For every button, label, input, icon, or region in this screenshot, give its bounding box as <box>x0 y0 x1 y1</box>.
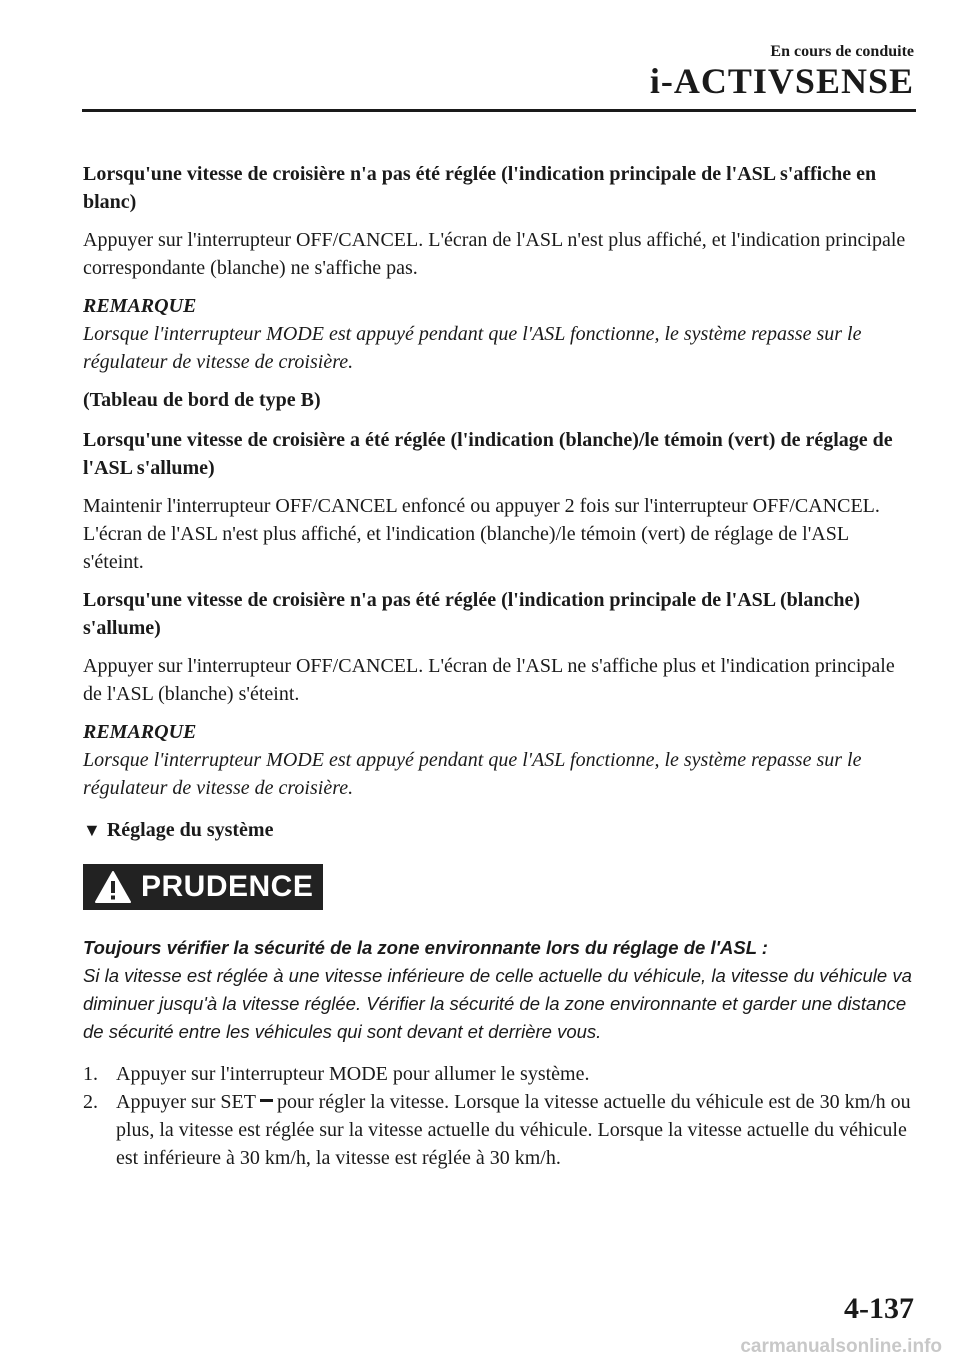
heading-dashboard-type-b: (Tableau de bord de type B) <box>83 389 321 411</box>
heading-speed-set: Lorsqu'une vitesse de croisière a été réglée (l'indication (blanche)/le témoin (vert) de réglage de l'ASL s'allume) <box>83 429 893 479</box>
step-text-before: Appuyer sur SET <box>116 1091 256 1113</box>
remark-text-1: Lorsque l'interrupteur MODE est appuyé pendant que l'ASL fonctionne, le système repasse sur le régulateur de vitesse de croisière. <box>83 323 862 373</box>
triangle-marker-icon: ▼ <box>83 820 101 840</box>
paragraph-off-cancel-1: Appuyer sur l'interrupteur OFF/CANCEL. L'écran de l'ASL n'est plus affiché, et l'indication principale correspondante (blanche) ne s'affiche pas. <box>83 229 906 279</box>
section-title: Réglage du système <box>106 819 274 841</box>
steps-list <box>83 1060 913 1172</box>
page-number: 4-137 <box>844 1292 914 1325</box>
remark-title-1: REMARQUE <box>83 295 197 317</box>
caution-bold-text: Toujours vérifier la sécurité de la zone environnante lors du réglage de l'ASL : <box>83 937 768 958</box>
header-rule <box>82 109 916 112</box>
remark-title-2: REMARQUE <box>83 721 197 743</box>
step-text: Appuyer sur l'interrupteur MODE pour allumer le système. <box>116 1063 590 1085</box>
step-text-after: pour régler la vitesse. Lorsque la vitesse actuelle du véhicule est de 30 km/h ou plus, la vitesse est réglée sur la vitesse actuelle du véhicule. Lorsque la vitesse actuelle du véhicule est inférieure à 30 km/h, la vitesse est réglée à 30 km/h. <box>116 1091 911 1169</box>
section-label: En cours de conduite <box>770 43 914 60</box>
section-heading <box>83 816 913 844</box>
remark-text-2: Lorsque l'interrupteur MODE est appuyé pendant que l'ASL fonctionne, le système repasse sur le régulateur de vitesse de croisière. <box>83 749 862 799</box>
caution-title: PRUDENCE <box>141 870 314 903</box>
page-content <box>83 160 913 1172</box>
heading-not-set-white: Lorsqu'une vitesse de croisière n'a pas été réglée (l'indication principale de l'ASL s'affiche en blanc) <box>83 163 877 213</box>
paragraph-off-cancel-2: Maintenir l'interrupteur OFF/CANCEL enfoncé ou appuyer 2 fois sur l'interrupteur OFF/CANCEL. L'écran de l'ASL n'est plus affiché, et l'indication (blanche)/le témoin (vert) de réglage de l'ASL s'éteint. <box>83 495 880 573</box>
caution-banner <box>83 864 323 910</box>
heading-not-set-lit: Lorsqu'une vitesse de croisière n'a pas été réglée (l'indication principale de l'ASL (blanche) s'allume) <box>83 589 861 639</box>
chapter-title: i-ACTIVSENSE <box>649 61 914 101</box>
set-minus-icon <box>260 1099 273 1102</box>
warning-triangle-icon <box>93 869 133 905</box>
caution-body-text: Si la vitesse est réglée à une vitesse inférieure de celle actuelle du véhicule, la vitesse du véhicule va diminuer jusqu'à la vitesse réglée. Vérifier la sécurité de la zone environnante et garder une distance de sécurité entre les véhicules qui sont devant et derrière vous. <box>83 965 912 1042</box>
step-number: 1. <box>83 1063 98 1085</box>
step-number: 2. <box>83 1091 98 1113</box>
paragraph-off-cancel-3: Appuyer sur l'interrupteur OFF/CANCEL. L'écran de l'ASL ne s'affiche plus et l'indication principale de l'ASL (blanche) s'éteint. <box>83 655 895 705</box>
step-text <box>116 1088 913 1172</box>
step-item <box>83 1088 913 1172</box>
watermark: carmanualsonline.info <box>740 1336 942 1357</box>
step-item <box>83 1060 913 1088</box>
